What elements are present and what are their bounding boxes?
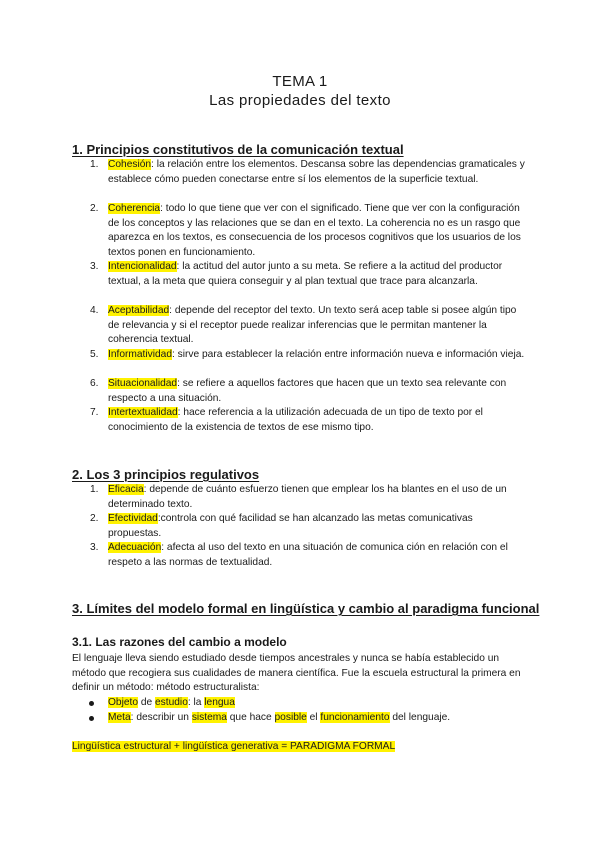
highlight-text: funcionamiento: [320, 711, 390, 723]
list-item: [72, 260, 527, 304]
page-title: TEMA 1: [272, 73, 328, 90]
plain-text: que hace: [226, 711, 275, 723]
term-highlight: Intencionalidad: [108, 261, 177, 272]
term-highlight: Informatividad: [108, 349, 172, 360]
item-text: : depende de cuánto esfuerzo tienen que emplear los ha blantes en el uso de un determinado texto.: [108, 484, 507, 510]
highlight-text: posible: [274, 711, 307, 723]
list-item: [72, 483, 527, 512]
item-number: 3.: [90, 542, 99, 553]
item-number: 4.: [90, 305, 99, 316]
formal-paradigm-formula: [72, 740, 395, 754]
term-highlight: Eficacia: [108, 484, 144, 495]
item-text: : hace referencia a la utilización adecuada de un tipo de texto por el conocimiento de la existencia de textos de ese mismo tipo.: [108, 407, 483, 433]
term-highlight: Coherencia: [108, 203, 161, 214]
bullet-item: [72, 696, 527, 711]
plain-text: : describir un: [130, 711, 192, 723]
list-item: [72, 377, 527, 406]
term-highlight: Situacionalidad: [108, 378, 178, 389]
plain-text: el: [306, 711, 321, 723]
list-item: [72, 304, 527, 348]
item-text: : la actitud del autor junto a su meta. Se refiere a la actitud del productor textual, a la meta que quiera conseguir y al plan textual que trace para alcanzarla.: [108, 261, 503, 287]
formula-highlight: Lingüística estructural + lingüística generativa = PARADIGMA FORMAL: [72, 741, 396, 752]
constitutive-principles-list: [72, 158, 527, 435]
item-text: : sirve para establecer la relación entre información nueva e información vieja.: [172, 349, 525, 360]
highlight-text: Meta: [108, 711, 131, 723]
plain-text: : la: [187, 697, 205, 708]
section-1-heading: 1. Principios constitutivos de la comunicación textual: [72, 142, 404, 157]
term-highlight: Efectividad: [108, 513, 158, 524]
item-number: 7.: [90, 407, 99, 418]
highlight-text: lengua: [204, 697, 235, 708]
list-item: [72, 158, 527, 202]
section-2-heading: 2. Los 3 principios regulativos: [72, 467, 260, 482]
list-item: [72, 348, 527, 377]
list-item: [72, 202, 527, 260]
list-item: [72, 512, 527, 541]
item-number: 1.: [90, 159, 99, 170]
section-3-1-subheading: 3.1. Las razones del cambio a modelo: [72, 635, 287, 649]
plain-text: de: [138, 697, 156, 708]
bullet-dot: [89, 716, 94, 721]
item-text: : la relación entre los elementos. Descansa sobre las dependencias gramaticales y establece cómo pueden conectarse entre sí los elementos de la superficie textual.: [108, 159, 525, 185]
term-highlight: Aceptabilidad: [108, 305, 170, 316]
section-3-paragraph: El lenguaje lleva siendo estudiado desde tiempos ancestrales y nunca se había establecido un método que recogiera sus cualidades de manera científica. Fue la escuela estructural la primera en definir un método: método estructuralista:: [72, 653, 521, 694]
term-highlight: Cohesión: [108, 159, 152, 170]
title-block: [0, 72, 600, 111]
item-number: 1.: [90, 484, 99, 495]
term-highlight: Intertextualidad: [108, 407, 178, 418]
item-text: :controla con qué facilidad se han alcanzado las metas comunicativas propuestas.: [108, 513, 473, 539]
plain-text: del lenguaje.: [389, 711, 451, 723]
method-bullets: [72, 696, 527, 725]
item-number: 5.: [90, 349, 99, 360]
item-number: 3.: [90, 261, 99, 272]
highlight-text: estudio: [155, 697, 188, 708]
item-text: : afecta al uso del texto en una situación de comunica ción en relación con el respeto a las normas de textualidad.: [108, 542, 508, 568]
term-highlight: Adecuación: [108, 542, 162, 553]
item-text: : todo lo que tiene que ver con el significado. Tiene que ver con la configuración de los conceptos y las relaciones que se dan en el texto. La coherencia no es un rasgo que aparezca en los textos, es consecuencia de los procesos cognitivos que los usuarios de los textos ponen en funcionamiento.: [108, 203, 521, 258]
item-number: 2.: [90, 513, 99, 524]
highlight-text: sistema: [191, 711, 227, 723]
item-number: 6.: [90, 378, 99, 389]
page-subtitle: Las propiedades del texto: [209, 92, 391, 109]
highlight-text: Objeto: [108, 697, 139, 708]
item-text: : se refiere a aquellos factores que hacen que un texto sea relevante con respecto a una situación.: [108, 378, 507, 404]
bullet-dot: [89, 701, 94, 706]
bullet-item: [72, 711, 527, 726]
item-number: 2.: [90, 203, 99, 214]
item-text: : depende del receptor del texto. Un texto será acep table si posee algún tipo de relevancia y si el receptor puede realizar inferencias que le permitan mantener la coherencia textual.: [108, 305, 517, 346]
regulative-principles-list: [72, 483, 527, 570]
list-item: [72, 406, 527, 435]
list-item: [72, 541, 527, 570]
section-3-heading: 3. Límites del modelo formal en lingüística y cambio al paradigma funcional: [72, 601, 540, 616]
